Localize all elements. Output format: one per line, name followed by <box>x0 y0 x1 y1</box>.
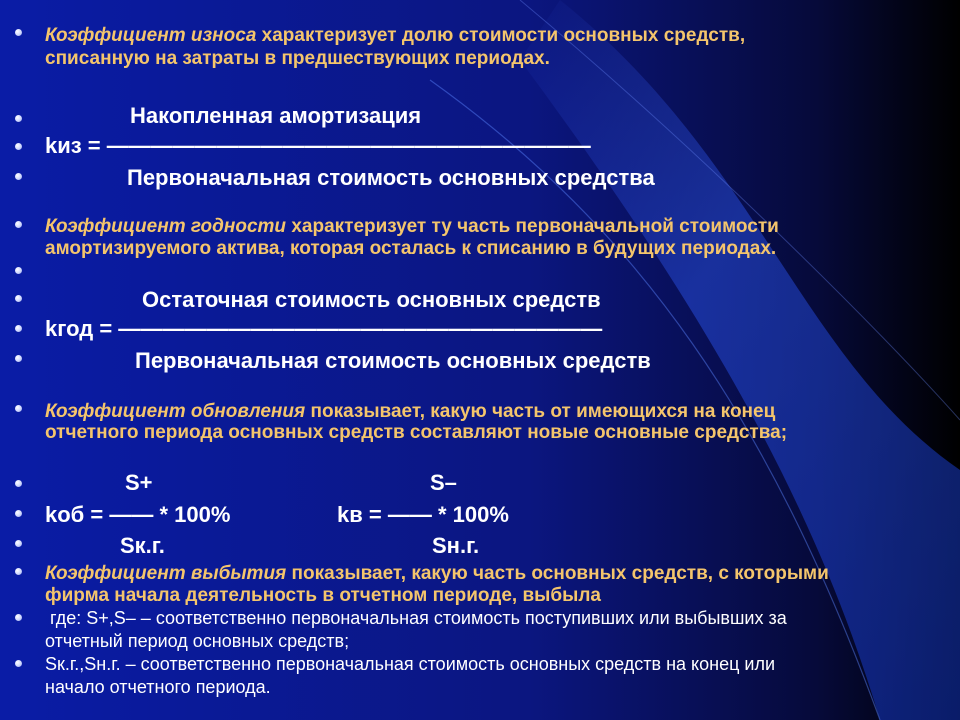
paragraph-renewal-ratio-line2: отчетного периода основных средств составляют новые основные средства; <box>45 422 788 443</box>
paragraph-wear-ratio-line1: Коэффициент износа характеризует долю стоимости основных средств, <box>45 25 746 46</box>
bullet-icon <box>15 480 22 487</box>
formula-disposal-expression: kв = —— * 100% <box>337 502 509 527</box>
bullet-icon <box>15 405 22 412</box>
bullet-icon <box>15 267 22 274</box>
bullet-icon <box>15 510 22 517</box>
paragraph-wear-ratio-line2: списанную на затраты в предшествующих периодах. <box>45 48 550 69</box>
bullet-icon <box>15 614 22 621</box>
note-s-period-line2: начало отчетного периода. <box>45 677 271 697</box>
term-fitness-ratio: Коэффициент годности <box>45 216 287 237</box>
bullet-icon <box>15 540 22 547</box>
formula-renewal-numerator: S+ <box>125 470 153 495</box>
note-s-plus-minus-line2: отчетный период основных средств; <box>45 631 350 651</box>
bullet-icon <box>15 115 22 122</box>
formula-fitness-numerator: Остаточная стоимость основных средств <box>142 287 601 312</box>
formula-disposal-numerator: S– <box>430 470 457 495</box>
note-s-plus-minus-line1: где: S+,S– – соответственно первоначальная стоимость поступивших или выбывших за <box>50 608 787 628</box>
bullet-icon <box>15 295 22 302</box>
bullet-icon <box>15 221 22 228</box>
bullet-icon <box>15 568 22 575</box>
paragraph-fitness-ratio-line2: амортизируемого актива, которая осталась к списанию в будущих периодах. <box>45 238 777 259</box>
bullet-icon <box>15 660 22 667</box>
formula-fitness-denominator: Первоначальная стоимость основных средств <box>135 348 651 373</box>
term-disposal-ratio: Коэффициент выбытия <box>45 563 287 584</box>
formula-disposal-denominator: Sн.г. <box>432 533 480 558</box>
formula-renewal-denominator: Sк.г. <box>120 533 165 558</box>
paragraph-disposal-ratio-line2: фирма начала деятельность в отчетном периоде, выбыла <box>45 585 601 606</box>
term-wear-ratio: Коэффициент износа <box>45 25 257 46</box>
formula-renewal-expression: kоб = —— * 100% <box>45 502 231 527</box>
formula-fitness-lhs: kгод = —————————————————————— <box>45 316 603 341</box>
paragraph-renewal-ratio-line1: Коэффициент обновления показывает, какую часть от имеющихся на конец <box>45 401 776 422</box>
bullet-icon <box>15 355 22 362</box>
bullet-icon <box>15 173 22 180</box>
paragraph-fitness-ratio-line1: Коэффициент годности характеризует ту часть первоначальной стоимости <box>45 216 779 237</box>
term-renewal-ratio: Коэффициент обновления <box>45 401 306 422</box>
bullet-icon <box>15 325 22 332</box>
formula-wear-numerator: Накопленная амортизация <box>130 103 422 128</box>
bullet-icon <box>15 29 22 36</box>
note-s-period-line1: Sк.г.,Sн.г. – соответственно первоначальная стоимость основных средств на конец или <box>45 654 776 674</box>
formula-wear-lhs: kиз = —————————————————————— <box>45 133 591 158</box>
formula-wear-denominator: Первоначальная стоимость основных средства <box>127 165 655 190</box>
paragraph-disposal-ratio-line1: Коэффициент выбытия показывает, какую часть основных средств, с которыми <box>45 563 829 584</box>
bullet-icon <box>15 143 22 150</box>
